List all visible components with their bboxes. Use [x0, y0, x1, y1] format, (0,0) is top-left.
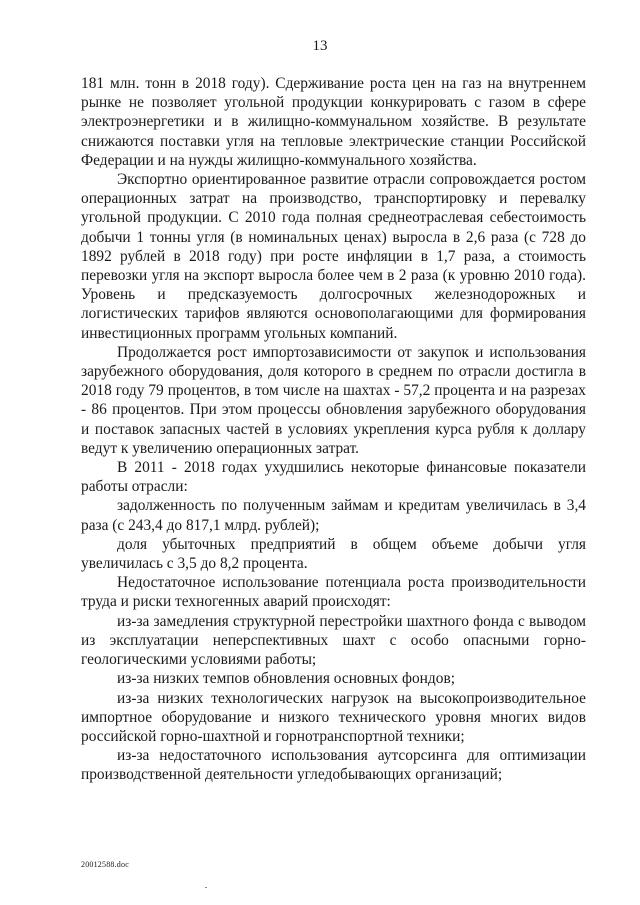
paragraph-financial-indicators: В 2011 - 2018 годах ухудшились некоторые финансовые показатели работы отрасли: — [81, 459, 586, 496]
list-item-equipment-load: из-за низких технологических нагрузок на высокопроизводительное импортное оборудование и низкого технического уровня многих видов российской горно-шахтной и горнотранспортной техники; — [81, 689, 586, 745]
list-item-restructuring: из-за замедления структурной перестройки шахтного фонда с выводом из эксплуатации неперспективных шахт с особо опасными горно-геологическими условиями работы; — [81, 612, 586, 669]
footer-filename: 20012588.doc — [81, 860, 129, 869]
scan-artifact — [205, 887, 207, 888]
list-item-outsourcing: из-за недостаточного использования аутсорсинга для оптимизации производственной деятельности угледобывающих организаций; — [81, 747, 586, 784]
list-item-unprofitable-share: доля убыточных предприятий в общем объеме добычи угля увеличилась с 3,5 до 8,2 процента. — [81, 535, 586, 573]
paragraph-gas-competition: 181 млн. тонн в 2018 году). Сдерживание роста цен на газ на внутреннем рынке не позволяет угольной продукции конкурировать с газом в сфере электроэнергетики и в жилищно-коммунальном хозяйстве. В результате снижаются поставки угля на тепловые электрические станции Российской Федерации и на нужды жилищно-коммунального хозяйства. — [81, 75, 586, 169]
paragraph-productivity-risks: Недостаточное использование потенциала роста производительности труда и риски техногенных аварий происходят: — [81, 574, 586, 611]
list-item-asset-renewal: из-за низких темпов обновления основных фондов; — [117, 670, 455, 688]
paragraph-export-costs: Экспортно ориентированное развитие отрасли сопровождается ростом операционных затрат на производство, транспортировку и перевалку угольной продукции. С 2010 года полная среднеотраслевая себестоимость добычи 1 тонны угля (в номинальных ценах) выросла в 2,6 раза (с 728 до 1892 рублей в 2018 году) при росте инфляции в 1,7 раза, а стоимость перевозки угля на экспорт выросла более чем в 2 раза (к уровню 2010 года). Уровень и предсказуемость долгосрочных железнодорожных и логистических тарифов являются основополагающими для формирования инвестиционных программ угольных компаний. — [81, 171, 586, 342]
list-item-debt: задолженность по полученным займам и кредитам увеличилась в 3,4 раза (с 243,4 до 817,1 млрд. рублей); — [81, 497, 586, 534]
paragraph-import-dependence: Продолжается рост импортозависимости от закупок и использования зарубежного оборудования, доля которого в среднем по отрасли достигла в 2018 году 79 процентов, в том числе на шахтах - 57,2 процента и на разрезах - 86 процентов. При этом процессы обновления зарубежного оборудования и поставок запасных частей в условиях укрепления курса рубля к доллару ведут к увеличению операционных затрат. — [81, 343, 586, 457]
document-body — [81, 74, 586, 785]
page-number: 13 — [312, 38, 328, 54]
